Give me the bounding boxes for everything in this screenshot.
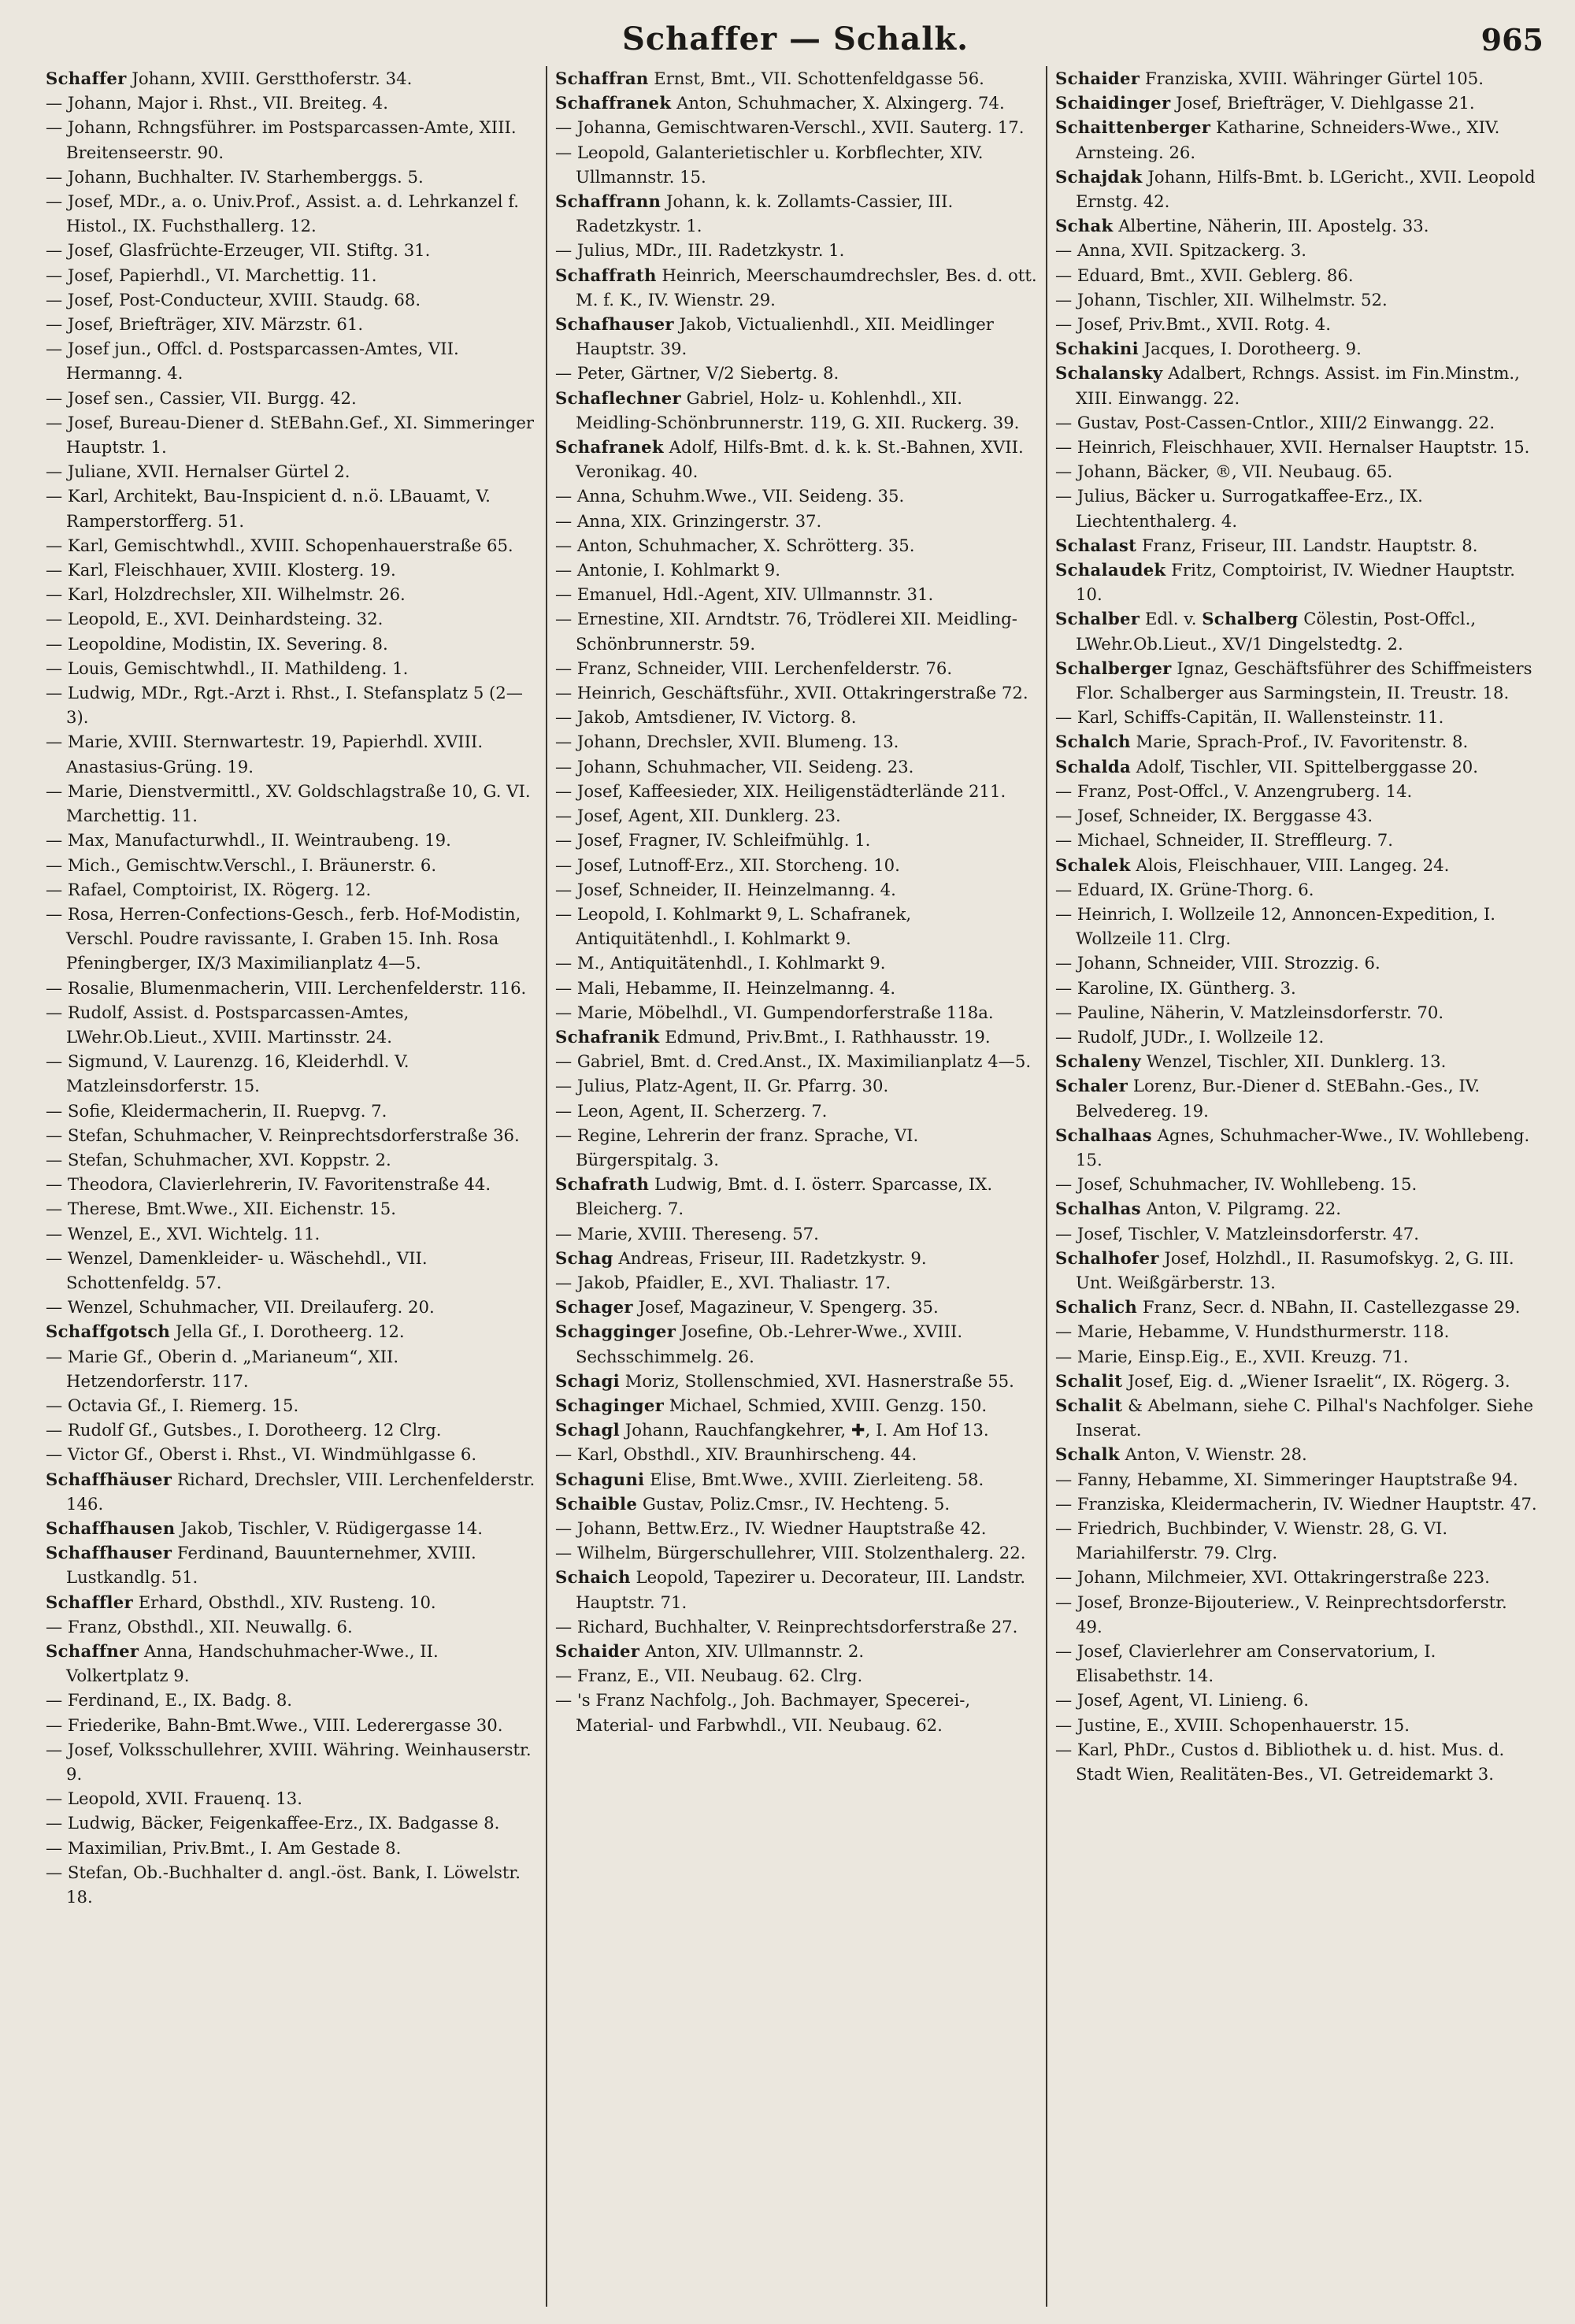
directory-entry: — Johann, Rchngsführer. im Postsparcassen-Amte, XIII. Breitenseerstr. 90. [46, 117, 517, 162]
directory-entry: — Johann, Milchmeier, XVI. Ottakringerstraße 223. [1055, 1567, 1490, 1588]
directory-entry: — 's Franz Nachfolg., Joh. Bachmayer, Specerei-, Material- und Farbwhdl., VII. Neubaug. 62. [555, 1690, 971, 1735]
directory-entry: — Marie, XVIII. Sternwartestr. 19, Papierhdl. XVIII. Anastasius-Grüng. 19. [46, 732, 484, 777]
directory-entry: — Karl, Fleischhauer, XVIII. Klosterg. 19. [46, 560, 396, 580]
page-header [47, 17, 1544, 65]
directory-entry: — Wilhelm, Bürgerschullehrer, VIII. Stolzenthalerg. 22. [555, 1543, 1026, 1563]
directory-entry: Schalek Alois, Fleischhauer, VIII. Langeg. 24. [1055, 854, 1450, 875]
directory-entry: Schaidinger Josef, Briefträger, V. Diehlgasse 21. [1055, 93, 1475, 113]
directory-entry: — Franz, Obsthdl., XII. Neuwallg. 6. [46, 1616, 353, 1636]
directory-entry: — Josef, Clavierlehrer am Conservatorium, I. Elisabethstr. 14. [1055, 1641, 1436, 1686]
directory-entry: Schafranek Adolf, Hilfs-Bmt. d. k. k. St.-Bahnen, XVII. Veronikag. 40. [555, 437, 1024, 482]
directory-entry: — Anna, XVII. Spitzackerg. 3. [1055, 240, 1306, 261]
directory-entry: — Antonie, I. Kohlmarkt 9. [555, 560, 780, 580]
column-right [1046, 66, 1546, 2307]
directory-entry: Schaffhausen Jakob, Tischler, V. Rüdigergasse 14. [46, 1518, 484, 1538]
directory-entry: — M., Antiquitätenhdl., I. Kohlmarkt 9. [555, 953, 886, 973]
directory-entry: — Leopold, XVII. Frauenq. 13. [46, 1788, 303, 1809]
directory-entry: Schalansky Adalbert, Rchngs. Assist. im Fin.Minstm., XIII. Einwangg. 22. [1055, 363, 1520, 408]
directory-entry: Schaffer Johann, XVIII. Gerstthoferstr. 34. [46, 69, 413, 88]
directory-entry: — Rudolf, JUDr., I. Wollzeile 12. [1055, 1026, 1325, 1047]
directory-entry: Schagl Johann, Rauchfangkehrer, ✚, I. Am Hof 13. [555, 1420, 989, 1440]
directory-entry: — Leopold, I. Kohlmarkt 9, L. Schafranek, Antiquitätenhdl., I. Kohlmarkt 9. [555, 903, 912, 949]
directory-entry: — Marie, Hebamme, V. Hundsthurmerstr. 118. [1055, 1321, 1450, 1342]
directory-entry: — Johann, Schuhmacher, VII. Seideng. 23. [555, 756, 914, 777]
directory-entry: Schalit Josef, Eig. d. „Wiener Israelit“, IX. Rögerg. 3. [1055, 1370, 1510, 1391]
directory-entry: Schalda Adolf, Tischler, VII. Spittelberggasse 20. [1055, 756, 1479, 777]
directory-entry: — Friedrich, Buchbinder, V. Wienstr. 28, G. VI. Mariahilferstr. 79. Clrg. [1055, 1518, 1448, 1563]
directory-entry: Schaich Leopold, Tapezirer u. Decorateur, III. Landstr. Hauptstr. 71. [555, 1567, 1026, 1612]
directory-entry: Schaffner Anna, Handschuhmacher-Wwe., II. Volkertplatz 9. [46, 1641, 439, 1686]
directory-entry: — Emanuel, Hdl.-Agent, XIV. Ullmannstr. 31. [555, 584, 934, 605]
directory-entry: — Josef, Papierhdl., VI. Marchettig. 11. [46, 265, 377, 285]
directory-entry: — Anna, Schuhm.Wwe., VII. Seideng. 35. [555, 486, 905, 506]
directory-entry: — Ernestine, XII. Arndtstr. 76, Trödlerei XII. Meidling-Schönbrunnerstr. 59. [555, 609, 1017, 654]
directory-entry: Schaffhauser Ferdinand, Bauunternehmer, XVIII. Lustkandlg. 51. [46, 1543, 476, 1588]
directory-entry: Schaleny Wenzel, Tischler, XII. Dunklerg. 13. [1055, 1051, 1447, 1072]
directory-entry: — Josef, Agent, VI. Linieng. 6. [1055, 1690, 1310, 1711]
directory-entry: — Peter, Gärtner, V/2 Siebertg. 8. [555, 363, 839, 384]
directory-entry: — Josef, Bronze-Bijouteriew., V. Reinprechtsdorferstr. 49. [1055, 1592, 1507, 1636]
directory-entry: — Josef, Lutnoff-Erz., XII. Storcheng. 10. [555, 854, 900, 875]
directory-entry: — Johann, Drechsler, XVII. Blumeng. 13. [555, 732, 899, 752]
directory-entry: — Franziska, Kleidermacherin, IV. Wiedner Hauptstr. 47. [1055, 1493, 1537, 1514]
directory-columns [46, 66, 1546, 2307]
directory-entry: Schagginger Josefine, Ob.-Lehrer-Wwe., XVIII. Sechsschimmelg. 26. [555, 1321, 963, 1366]
directory-entry: — Justine, E., XVIII. Schopenhauerstr. 15. [1055, 1714, 1410, 1735]
directory-entry: — Julius, Bäcker u. Surrogatkaffee-Erz., IX. Liechtenthalerg. 4. [1055, 486, 1423, 531]
directory-entry: — Mich., Gemischtw.Verschl., I. Bräunerstr. 6. [46, 854, 437, 875]
directory-entry: Schaffran Ernst, Bmt., VII. Schottenfeldgasse 56. [555, 69, 984, 88]
directory-entry: — Johann, Buchhalter. IV. Starhemberggs. 5. [46, 166, 424, 187]
directory-entry: Schaffgotsch Jella Gf., I. Dorotheerg. 12. [46, 1321, 405, 1342]
directory-entry: — Theodora, Clavierlehrerin, IV. Favoritenstraße 44. [46, 1174, 491, 1195]
directory-entry: Schalhaas Agnes, Schuhmacher-Wwe., IV. Wohllebeng. 15. [1055, 1125, 1530, 1169]
directory-entry: — Eduard, IX. Grüne-Thorg. 6. [1055, 879, 1314, 899]
directory-entry: — Sofie, Kleidermacherin, II. Ruepvg. 7. [46, 1100, 387, 1121]
directory-entry: — Stefan, Ob.-Buchhalter d. angl.-öst. Bank, I. Löwelstr. 18. [46, 1862, 521, 1907]
directory-entry: Schalberger Ignaz, Geschäftsführer des Schiffmeisters Flor. Schalberger aus Sarmingstein, II. Treustr. 18. [1055, 658, 1532, 703]
directory-entry: — Gabriel, Bmt. d. Cred.Anst., IX. Maximilianplatz 4—5. [555, 1051, 1032, 1072]
directory-entry: Schalhofer Josef, Holzhdl., II. Rasumofskyg. 2, G. III. Unt. Weißgärberstr. 13. [1055, 1247, 1514, 1292]
directory-entry: — Karl, Obsthdl., XIV. Braunhirscheng. 44. [555, 1444, 917, 1465]
directory-entry: — Rudolf Gf., Gutsbes., I. Dorotheerg. 12 Clrg. [46, 1420, 442, 1440]
directory-entry: — Ludwig, Bäcker, Feigenkaffee-Erz., IX. Badgasse 8. [46, 1813, 500, 1833]
directory-entry: — Josef, Glasfrüchte-Erzeuger, VII. Stiftg. 31. [46, 240, 431, 261]
directory-entry: Schaider Anton, XIV. Ullmannstr. 2. [555, 1641, 865, 1661]
directory-entry: — Leopold, E., XVI. Deinhardsteing. 32. [46, 609, 384, 629]
directory-entry: — Josef, Schneider, IX. Berggasse 43. [1055, 806, 1373, 826]
directory-entry: — Michael, Schneider, II. Streffleurg. 7. [1055, 830, 1393, 851]
directory-entry: — Leopoldine, Modistin, IX. Severing. 8. [46, 633, 388, 654]
directory-entry: Schaler Lorenz, Bur.-Diener d. StEBahn.-Ges., IV. Belvedereg. 19. [1055, 1076, 1480, 1121]
directory-entry: — Louis, Gemischtwhdl., II. Mathildeng. 1. [46, 658, 409, 678]
directory-entry: — Franz, Schneider, VIII. Lerchenfelderstr. 76. [555, 658, 953, 678]
directory-entry: Schaible Gustav, Poliz.Cmsr., IV. Hechteng. 5. [555, 1493, 951, 1514]
directory-entry: — Marie, Möbelhdl., VI. Gumpendorferstraße 118a. [555, 1002, 994, 1022]
directory-entry: — Jakob, Pfaidler, E., XVI. Thaliastr. 17. [555, 1272, 891, 1292]
directory-entry: Schalhas Anton, V. Pilgramg. 22. [1055, 1199, 1341, 1219]
directory-entry: Schager Josef, Magazineur, V. Spengerg. 35. [555, 1297, 939, 1318]
directory-entry: Schaffranek Anton, Schuhmacher, X. Alxingerg. 74. [555, 93, 1005, 113]
directory-entry: Schaffrann Johann, k. k. Zollamts-Cassier, III. Radetzkystr. 1. [555, 191, 954, 236]
directory-entry: — Pauline, Näherin, V. Matzleinsdorferstr. 70. [1055, 1002, 1444, 1022]
directory-entry: Schaider Franziska, XVIII. Währinger Gürtel 105. [1055, 69, 1484, 88]
directory-entry: — Josef, Volksschullehrer, XVIII. Währing. Weinhauserstr. 9. [46, 1739, 532, 1785]
directory-entry: Schalit & Abelmann, siehe C. Pilhal's Nachfolger. Siehe Inserat. [1055, 1395, 1534, 1440]
directory-entry: — Marie, XVIII. Thereseng. 57. [555, 1223, 819, 1244]
directory-entry: — Karl, Gemischtwhdl., XVIII. Schopenhauerstraße 65. [46, 535, 513, 555]
directory-entry: — Leopold, Galanterietischler u. Korbflechter, XIV. Ullmannstr. 15. [555, 142, 984, 187]
directory-entry: — Heinrich, Geschäftsführ., XVII. Ottakringerstraße 72. [555, 683, 1028, 703]
directory-entry: — Johann, Bäcker, ®, VII. Neubaug. 65. [1055, 461, 1393, 482]
directory-entry: Schaffler Erhard, Obsthdl., XIV. Rusteng. 10. [46, 1592, 436, 1612]
directory-entry: — Heinrich, I. Wollzeile 12, Annoncen-Expedition, I. Wollzeile 11. Clrg. [1055, 903, 1496, 949]
directory-entry: — Karoline, IX. Güntherg. 3. [1055, 977, 1296, 998]
directory-entry: Schalich Franz, Secr. d. NBahn, II. Castellezgasse 29. [1055, 1297, 1521, 1318]
directory-entry: Schajdak Johann, Hilfs-Bmt. b. LGericht., XVII. Leopold Ernstg. 42. [1055, 166, 1536, 212]
directory-entry: — Wenzel, Damenkleider- u. Wäschehdl., VII. Schottenfeldg. 57. [46, 1247, 428, 1292]
directory-entry: Schag Andreas, Friseur, III. Radetzkystr. 9. [555, 1247, 927, 1268]
directory-entry: Schagi Moriz, Stollenschmied, XVI. Hasnerstraße 55. [555, 1370, 1014, 1391]
directory-entry: — Gustav, Post-Cassen-Cntlor., XIII/2 Einwangg. 22. [1055, 412, 1495, 432]
directory-entry: — Anton, Schuhmacher, X. Schrötterg. 35. [555, 535, 915, 555]
directory-entry: — Josef, Post-Conducteur, XVIII. Staudg. 68. [46, 289, 421, 309]
directory-entry: — Juliane, XVII. Hernalser Gürtel 2. [46, 461, 350, 482]
directory-entry: — Karl, PhDr., Custos d. Bibliothek u. d. hist. Mus. d. Stadt Wien, Realitäten-Bes., VI. Getreidemarkt 3. [1055, 1739, 1505, 1785]
directory-entry: — Mali, Hebamme, II. Heinzelmanng. 4. [555, 977, 896, 998]
directory-entry: — Fanny, Hebamme, XI. Simmeringer Hauptstraße 94. [1055, 1469, 1518, 1489]
directory-entry: — Josef, Kaffeesieder, XIX. Heiligenstädterlände 211. [555, 780, 1006, 801]
column-left [46, 66, 546, 2307]
directory-entry: Schafrath Ludwig, Bmt. d. I. österr. Sparcasse, IX. Bleicherg. 7. [555, 1174, 993, 1219]
directory-entry: — Wenzel, E., XVI. Wichtelg. 11. [46, 1223, 321, 1244]
directory-entry: — Johann, Major i. Rhst., VII. Breiteg. 4. [46, 93, 388, 113]
directory-entry: — Richard, Buchhalter, V. Reinprechtsdorferstraße 27. [555, 1616, 1018, 1636]
directory-entry: — Josef, Briefträger, XIV. Märzstr. 61. [46, 314, 364, 335]
directory-entry: — Marie, Einsp.Eig., E., XVII. Kreuzg. 71. [1055, 1346, 1409, 1366]
directory-entry: — Ludwig, MDr., Rgt.-Arzt i. Rhst., I. Stefansplatz 5 (2—3). [46, 683, 523, 728]
directory-entry: — Julius, MDr., III. Radetzkystr. 1. [555, 240, 845, 261]
directory-entry: Schalber Edl. v. Schalberg Cölestin, Post-Offcl., LWehr.Ob.Lieut., XV/1 Dingelstedtg. 2. [1055, 609, 1477, 654]
directory-entry: — Max, Manufacturwhdl., II. Weintraubeng. 19. [46, 830, 451, 851]
directory-entry: Schalast Franz, Friseur, III. Landstr. Hauptstr. 8. [1055, 535, 1478, 555]
directory-entry: — Therese, Bmt.Wwe., XII. Eichenstr. 15. [46, 1199, 396, 1219]
directory-entry: — Johann, Schneider, VIII. Strozzig. 6. [1055, 953, 1380, 973]
directory-entry: — Wenzel, Schuhmacher, VII. Dreilauferg. 20. [46, 1297, 435, 1318]
directory-entry: — Johann, Tischler, XII. Wilhelmstr. 52. [1055, 289, 1388, 309]
directory-entry: Schaffrath Heinrich, Meerschaumdrechsler, Bes. d. ott. M. f. K., IV. Wienstr. 29. [555, 265, 1037, 309]
directory-entry: — Friederike, Bahn-Bmt.Wwe., VIII. Lederergasse 30. [46, 1714, 503, 1735]
directory-entry: — Eduard, Bmt., XVII. Geblerg. 86. [1055, 265, 1354, 285]
page-number: 965 [1480, 22, 1544, 57]
directory-entry: Schalch Marie, Sprach-Prof., IV. Favoritenstr. 8. [1055, 732, 1469, 752]
directory-entry: — Josef, Schneider, II. Heinzelmanng. 4. [555, 879, 896, 899]
directory-entry: — Marie Gf., Oberin d. „Marianeum“, XII. Hetzendorferstr. 117. [46, 1346, 399, 1391]
column-middle [546, 66, 1046, 2307]
directory-entry: — Heinrich, Fleischhauer, XVII. Hernalser Hauptstr. 15. [1055, 437, 1530, 458]
directory-entry: Schafhauser Jakob, Victualienhdl., XII. Meidlinger Hauptstr. 39. [555, 314, 994, 359]
directory-entry: Schaffhäuser Richard, Drechsler, VIII. Lerchenfelderstr. 146. [46, 1469, 536, 1514]
directory-entry: — Josef, Tischler, V. Matzleinsdorferstr. 47. [1055, 1223, 1420, 1244]
directory-entry: — Josef, Fragner, IV. Schleifmühlg. 1. [555, 830, 871, 851]
directory-entry: — Marie, Dienstvermittl., XV. Goldschlagstraße 10, G. VI. Marchettig. 11. [46, 780, 531, 826]
directory-entry: — Sigmund, V. Laurenzg. 16, Kleiderhdl. V. Matzleinsdorferstr. 15. [46, 1051, 410, 1096]
directory-entry: — Leon, Agent, II. Scherzerg. 7. [555, 1100, 828, 1121]
directory-entry: — Karl, Architekt, Bau-Inspicient d. n.ö. LBauamt, V. Ramperstorfferg. 51. [46, 486, 491, 531]
directory-entry: — Josef jun., Offcl. d. Postsparcassen-Amtes, VII. Hermanng. 4. [46, 339, 459, 384]
directory-entry: — Franz, Post-Offcl., V. Anzengruberg. 14. [1055, 780, 1413, 801]
directory-entry: Schaginger Michael, Schmied, XVIII. Genzg. 150. [555, 1395, 988, 1415]
directory-entry: Schafranik Edmund, Priv.Bmt., I. Rathhausstr. 19. [555, 1026, 991, 1047]
directory-entry: Schalk Anton, V. Wienstr. 28. [1055, 1444, 1307, 1465]
directory-entry: — Karl, Holzdrechsler, XII. Wilhelmstr. 26. [46, 584, 406, 605]
directory-entry: — Josef, Agent, XII. Dunklerg. 23. [555, 806, 841, 826]
directory-entry: — Josef, MDr., a. o. Univ.Prof., Assist. a. d. Lehrkanzel f. Histol., IX. Fuchsthallerg. 12. [46, 191, 520, 236]
directory-entry: Schalaudek Fritz, Comptoirist, IV. Wiedner Hauptstr. 10. [1055, 560, 1515, 605]
directory-entry: — Johanna, Gemischtwaren-Verschl., XVII. Sauterg. 17. [555, 117, 1025, 138]
directory-entry: — Karl, Schiffs-Capitän, II. Wallensteinstr. 11. [1055, 707, 1444, 728]
directory-entry: — Stefan, Schuhmacher, V. Reinprechtsdorferstraße 36. [46, 1125, 520, 1145]
directory-entry: Schakini Jacques, I. Dorotheerg. 9. [1055, 339, 1362, 359]
directory-entry: — Rosa, Herren-Confections-Gesch., ferb. Hof-Modistin, Verschl. Poudre ravissante, I. Graben 15. Inh. Rosa Pfeningberger, IX/3 Maximilianplatz 4—5. [46, 903, 521, 973]
directory-entry: — Regine, Lehrerin der franz. Sprache, VI. Bürgerspitalg. 3. [555, 1125, 919, 1169]
directory-entry: — Johann, Bettw.Erz., IV. Wiedner Hauptstraße 42. [555, 1518, 987, 1538]
directory-entry: — Ferdinand, E., IX. Badg. 8. [46, 1690, 293, 1711]
directory-entry: — Josef, Schuhmacher, IV. Wohllebeng. 15. [1055, 1174, 1418, 1195]
directory-entry: — Stefan, Schuhmacher, XVI. Koppstr. 2. [46, 1149, 391, 1169]
directory-entry: — Rudolf, Assist. d. Postsparcassen-Amtes, LWehr.Ob.Lieut., XVIII. Martinsstr. 24. [46, 1002, 410, 1047]
directory-entry: — Julius, Platz-Agent, II. Gr. Pfarrg. 30. [555, 1076, 889, 1096]
directory-entry: — Rafael, Comptoirist, IX. Rögerg. 12. [46, 879, 372, 899]
directory-entry: — Rosalie, Blumenmacherin, VIII. Lerchenfelderstr. 116. [46, 977, 527, 998]
directory-entry: — Anna, XIX. Grinzingerstr. 37. [555, 510, 822, 531]
directory-entry: Schak Albertine, Näherin, III. Apostelg. 33. [1055, 216, 1429, 236]
directory-entry: Schaflechner Gabriel, Holz- u. Kohlenhdl., XII. Meidling-Schönbrunnerstr. 119, G. XII. Ruckerg. 39. [555, 387, 1020, 432]
directory-entry: — Franz, E., VII. Neubaug. 62. Clrg. [555, 1666, 863, 1686]
directory-entry: — Maximilian, Priv.Bmt., I. Am Gestade 8. [46, 1837, 402, 1858]
directory-entry: — Josef sen., Cassier, VII. Burgg. 42. [46, 387, 357, 408]
directory-entry: Schaittenberger Katharine, Schneiders-Wwe., XIV. Arnsteing. 26. [1055, 117, 1500, 162]
directory-entry: — Octavia Gf., I. Riemerg. 15. [46, 1395, 299, 1415]
directory-entry: — Jakob, Amtsdiener, IV. Victorg. 8. [555, 707, 857, 728]
directory-entry: — Josef, Priv.Bmt., XVII. Rotg. 4. [1055, 314, 1331, 335]
page-title: Schaffer — Schalk. [621, 20, 969, 57]
directory-entry: — Josef, Bureau-Diener d. StEBahn.Gef., XI. Simmeringer Hauptstr. 1. [46, 412, 535, 458]
directory-entry: Schaguni Elise, Bmt.Wwe., XVIII. Zierleiteng. 58. [555, 1469, 984, 1489]
directory-entry: — Victor Gf., Oberst i. Rhst., VI. Windmühlgasse 6. [46, 1444, 477, 1465]
